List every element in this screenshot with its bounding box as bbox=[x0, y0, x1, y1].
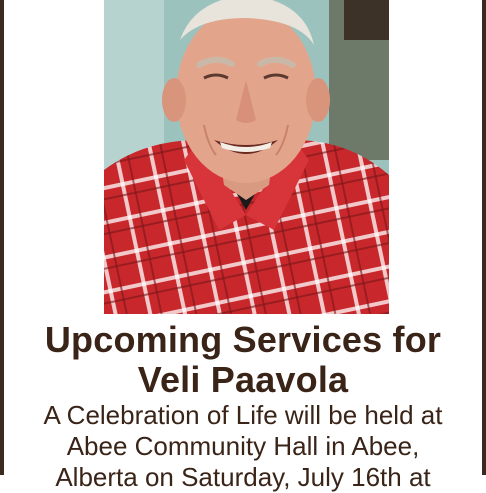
portrait-photo bbox=[104, 0, 389, 314]
body-line: Alberta on Saturday, July 16th at bbox=[55, 462, 431, 492]
deceased-name: Veli Paavola bbox=[137, 359, 349, 400]
body-line: Abee Community Hall in Abee, bbox=[66, 431, 420, 461]
title-line-1: Upcoming Services for bbox=[44, 319, 442, 360]
service-details bbox=[4, 400, 482, 493]
body-line: A Celebration of Life will be held at bbox=[43, 400, 443, 430]
